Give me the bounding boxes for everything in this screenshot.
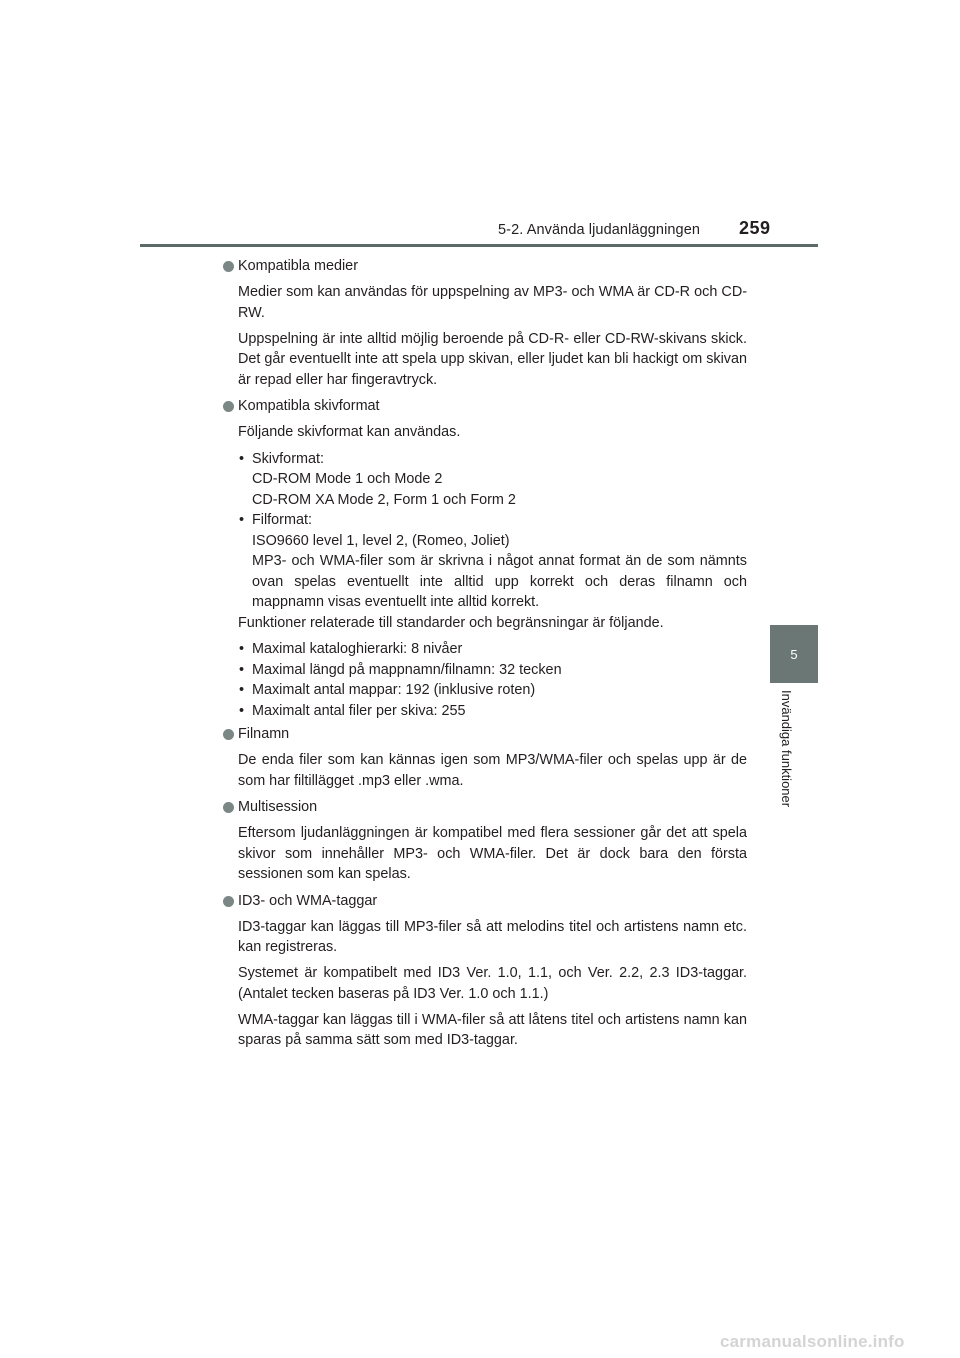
page-content [220,252,747,1051]
bullet-dot-icon: • [239,450,245,467]
section-kompatibla-medier [220,256,747,277]
paragraph: Medier som kan användas för uppspelning av MP3- och WMA är CD-R och CD-RW. [238,284,747,321]
list-item [238,701,747,722]
list-item [238,449,747,511]
list-item-line: MP3- och WMA-filer som är skrivna i något annat format än de som nämnts ovan spelas eventuellt inte alltid upp korrekt och deras filnamn och mappnamn visas eventuellt inte alltid korrekt. [252,553,747,610]
section-multisession [220,797,747,818]
paragraph: De enda filer som kan kännas igen som MP3/WMA-filer och spelas upp är de som har filtillägget .mp3 eller .wma. [238,752,747,789]
bullet-circle-icon [223,401,234,412]
list-item [238,660,747,681]
bullet-dot-icon: • [239,702,245,719]
bullet-dot-icon: • [239,512,245,528]
list-item-line: CD-ROM Mode 1 och Mode 2 [252,471,443,487]
paragraph: Systemet är kompatibelt med ID3 Ver. 1.0, 1.1, och Ver. 2.2, 2.3 ID3-taggar. (Antalet tecken baseras på ID3 Ver. 1.0 och 1.1.) [238,965,747,1002]
limits-list [220,639,747,721]
bullet-dot-icon: • [239,661,245,678]
list-item-line: CD-ROM XA Mode 2, Form 1 och Form 2 [252,491,516,508]
bullet-dot-icon: • [239,641,245,657]
bullet-circle-icon [223,729,234,740]
paragraph: Uppspelning är inte alltid möjlig beroende på CD-R- eller CD-RW-skivans skick. Det går eventuellt inte att spela upp skivan, eller ljudet kan bli hackigt om skivan är repad eller har fingeravtryck. [238,330,747,388]
list-item [238,680,747,701]
chapter-tab-label: Invändiga funktioner [779,690,794,808]
section-title: 5-2. Använda ljudanläggningen [498,222,701,238]
bullet-circle-icon [223,261,234,272]
list-item-label: Filformat: [252,512,312,528]
section-heading: Multisession [238,799,318,815]
list-item-text: Maximalt antal mappar: 192 (inklusive roten) [252,682,536,698]
header-divider [140,244,818,247]
watermark: carmanualsonline.info [720,1332,905,1351]
paragraph: ID3-taggar kan läggas till MP3-filer så att melodins titel och artistens namn etc. kan registreras. [238,918,747,955]
paragraph: Eftersom ljudanläggningen är kompatibel med flera sessioner går det att spela skivor som innehåller MP3- och WMA-filer. Det är dock bara den första sessionen som kan spelas. [238,825,747,882]
bullet-dot-icon: • [239,682,245,698]
page-header [490,218,780,244]
section-heading: ID3- och WMA-taggar [238,892,378,909]
chapter-tab: 5 [770,625,818,683]
paragraph: Följande skivformat kan användas. [238,424,461,440]
list-item-text: Maximalt antal filer per skiva: 255 [252,702,466,719]
section-kompatibla-skivformat [220,396,747,417]
page-number: 259 [739,218,771,238]
section-heading: Kompatibla skivformat [238,398,380,414]
paragraph: WMA-taggar kan läggas till i WMA-filer så att låtens titel och artistens namn kan sparas på samma sätt som med ID3-taggar. [238,1011,747,1048]
list-item [238,639,747,660]
list-item-text: Maximal längd på mappnamn/filnamn: 32 tecken [252,661,562,678]
bullet-circle-icon [223,802,234,813]
list-item-label: Skivformat: [252,450,324,467]
format-list [220,449,747,613]
list-item [238,510,747,613]
section-heading: Filnamn [238,726,290,742]
list-item-text: Maximal kataloghierarki: 8 nivåer [252,641,463,657]
chapter-tab-side [770,683,818,865]
bullet-circle-icon [223,896,234,907]
list-item-line: ISO9660 level 1, level 2, (Romeo, Joliet) [252,532,510,549]
section-heading: Kompatibla medier [238,258,358,274]
section-filnamn [220,724,747,745]
paragraph: Funktioner relaterade till standarder och begränsningar är följande. [238,614,664,631]
section-id3-wma-taggar [220,891,747,912]
